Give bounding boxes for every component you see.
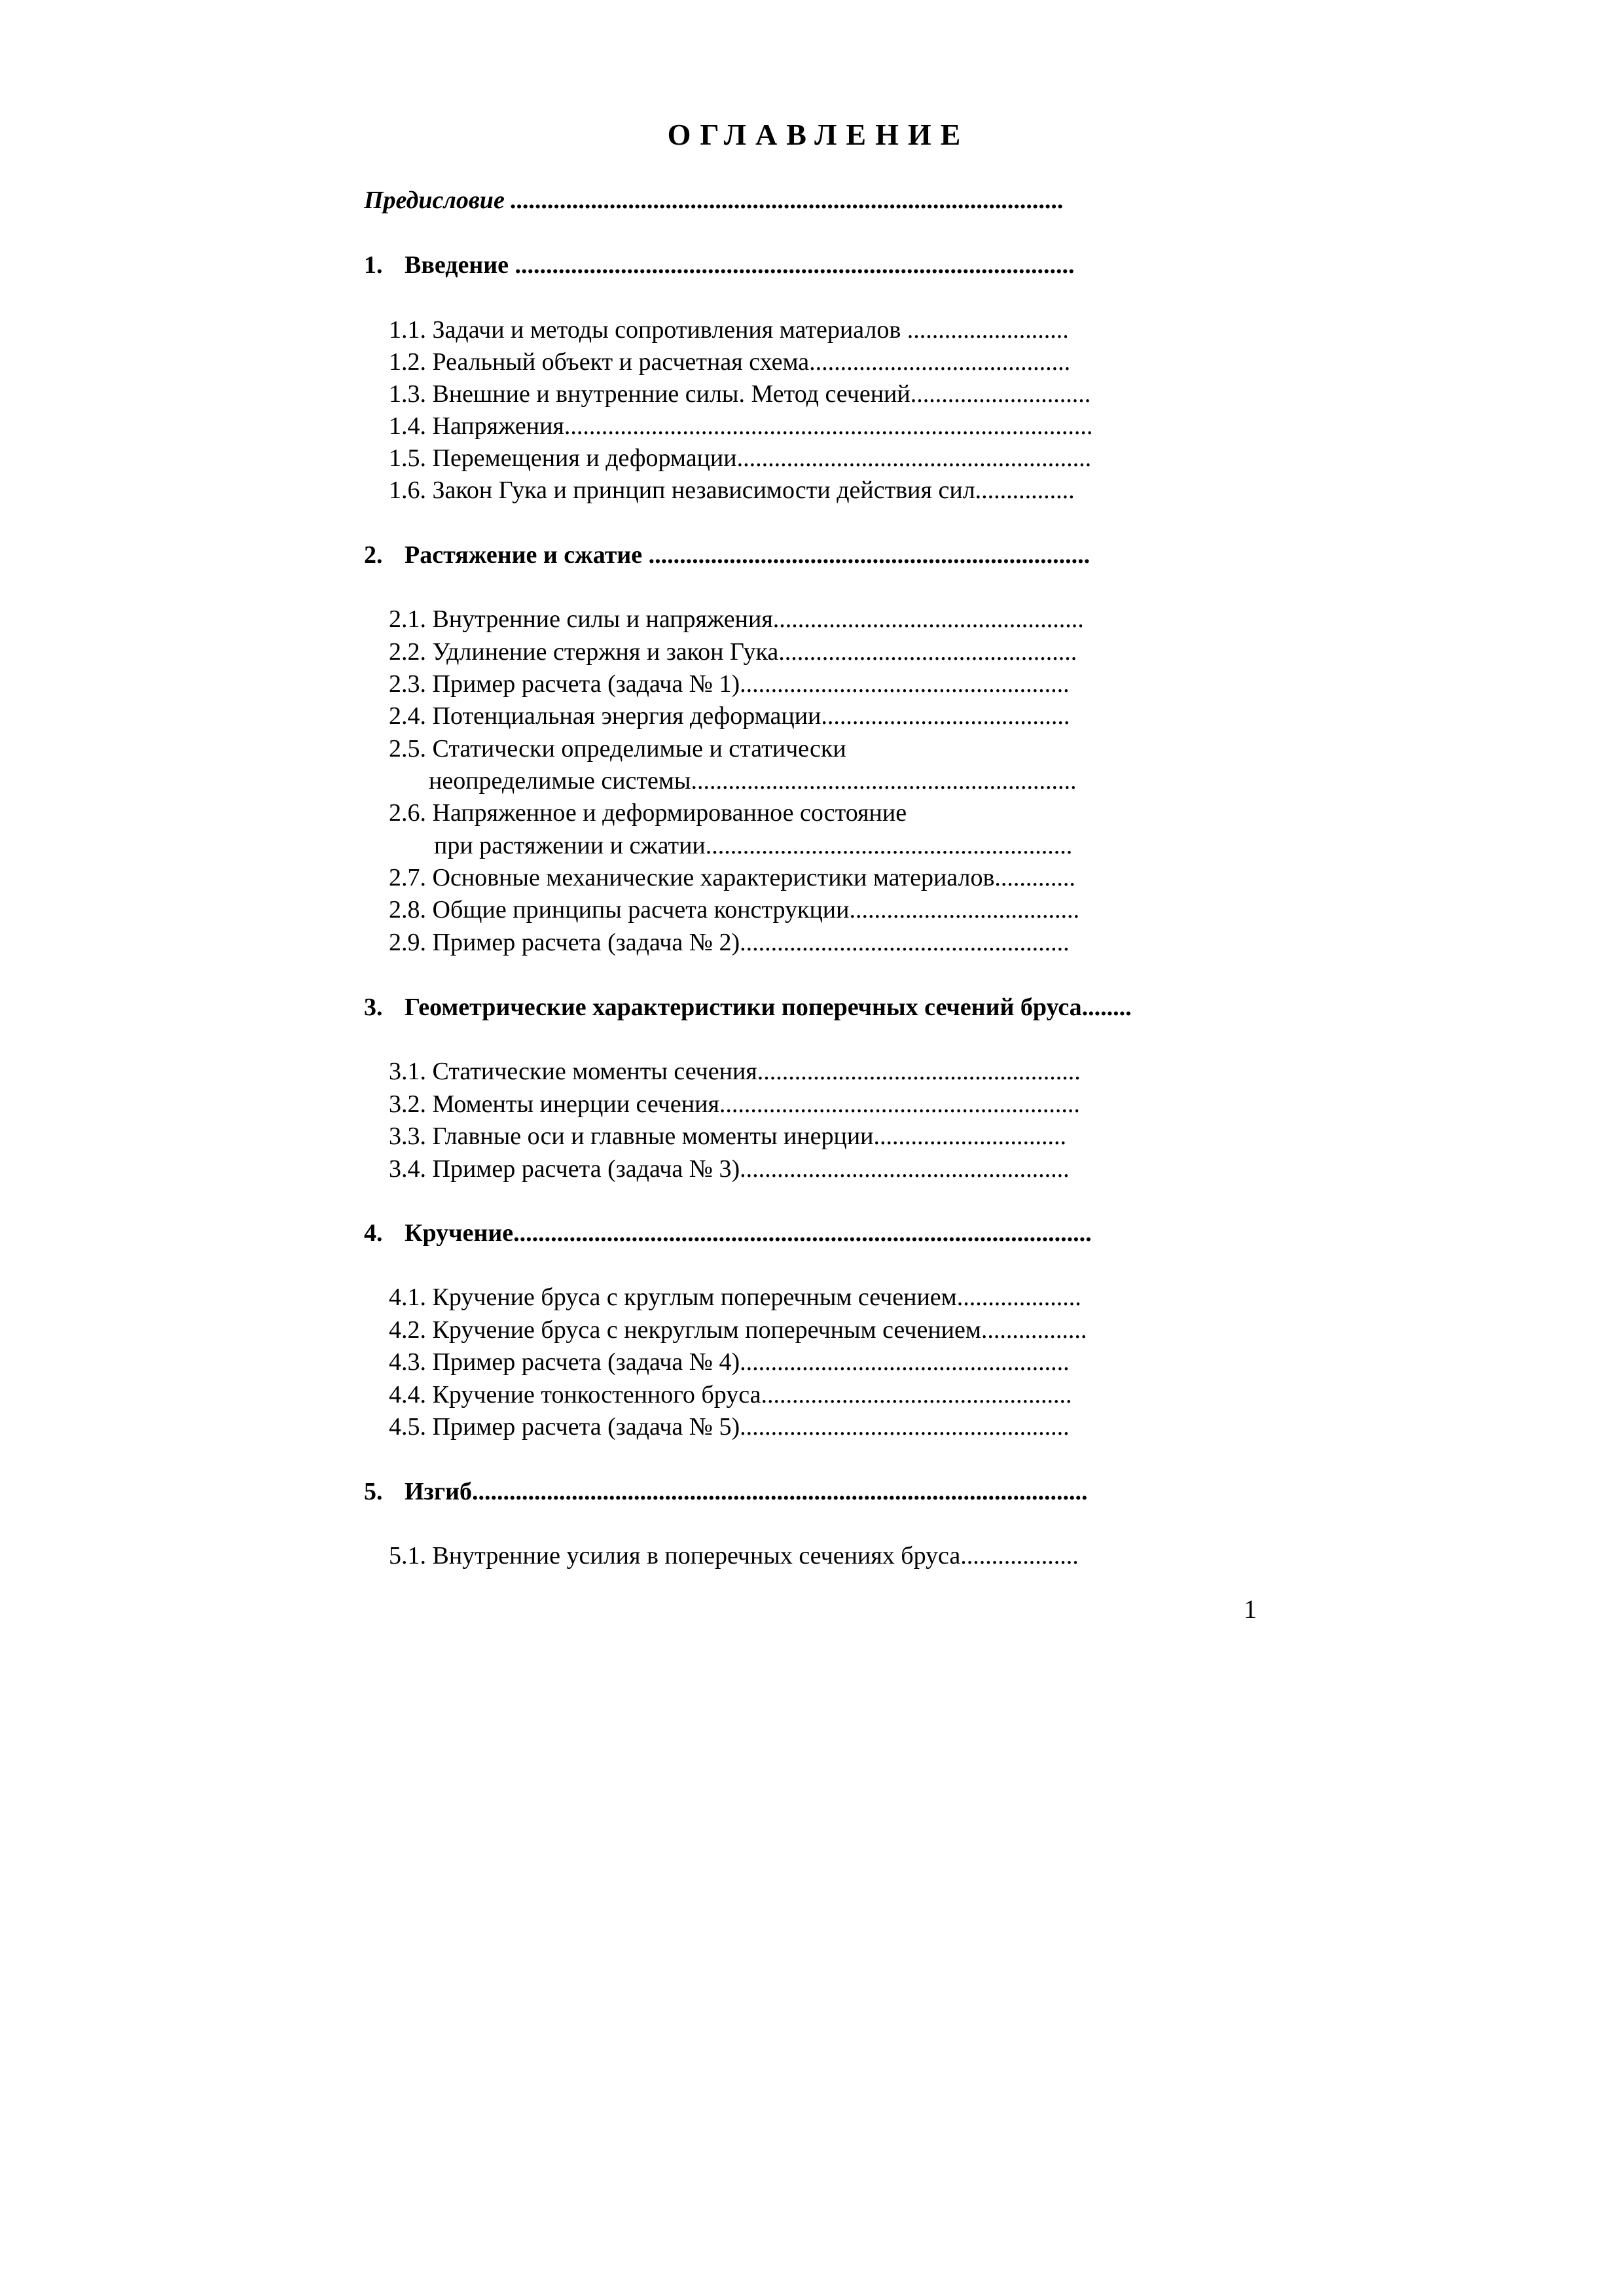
toc-entry[interactable]: 1.3. Внешние и внутренние силы. Метод сечений............................. <box>389 380 1091 408</box>
section-number: 1. <box>364 251 383 279</box>
page-number: 1 <box>1244 1594 1257 1624</box>
toc-entry[interactable]: 2.9. Пример расчета (задача № 2)..................................................... <box>389 929 1070 956</box>
toc-entry[interactable]: 1.2. Реальный объект и расчетная схема.......................................... <box>389 348 1071 376</box>
toc-entry[interactable]: 1.4. Напряжения..................................................................................... <box>389 412 1093 440</box>
section-title: Геометрические характеристики поперечных сечений бруса........ <box>405 994 1132 1021</box>
toc-section-2[interactable] <box>364 539 1172 571</box>
section-title: Введение .......................................................................................... <box>405 251 1075 279</box>
toc-entry[interactable]: 1.6. Закон Гука и принцип независимости действия сил................ <box>389 476 1075 504</box>
toc-entry[interactable]: 4.5. Пример расчета (задача № 5)..................................................... <box>389 1413 1070 1441</box>
toc-entry[interactable]: 2.7. Основные механические характеристики материалов............. <box>389 864 1075 891</box>
toc-entry[interactable]: 3.3. Главные оси и главные моменты инерции............................... <box>389 1122 1067 1150</box>
section-number: 5. <box>364 1478 383 1505</box>
toc-section-3[interactable] <box>364 992 1218 1023</box>
toc-entry[interactable]: 3.2. Моменты инерции сечения.......................................................... <box>389 1090 1080 1118</box>
toc-entry[interactable]: 2.2. Удлинение стержня и закон Гука................................................ <box>389 638 1077 666</box>
toc-entry[interactable]: 2.3. Пример расчета (задача № 1)..................................................... <box>389 670 1070 698</box>
toc-entry-continuation[interactable]: при растяжении и сжатии........................................................... <box>434 832 1073 859</box>
section-title: Растяжение и сжатие ....................................................................... <box>405 541 1091 569</box>
toc-entry[interactable]: 3.4. Пример расчета (задача № 3)..................................................... <box>389 1155 1070 1183</box>
toc-entry[interactable]: 2.8. Общие принципы расчета конструкции..................................... <box>389 896 1079 924</box>
toc-entry[interactable]: 4.1. Кручение бруса с круглым поперечным сечением.................... <box>389 1283 1081 1311</box>
toc-entry[interactable]: 4.3. Пример расчета (задача № 4)..................................................... <box>389 1348 1070 1376</box>
page-title: ОГЛАВЛЕНИЕ <box>667 118 970 151</box>
toc-preface[interactable]: Предисловие ......................................................................................... <box>364 187 1064 214</box>
toc-section-5[interactable] <box>364 1476 1168 1507</box>
toc-entry[interactable]: 4.2. Кручение бруса с некруглым поперечным сечением................. <box>389 1316 1087 1344</box>
toc-section-4[interactable] <box>364 1217 1169 1249</box>
section-number: 3. <box>364 994 383 1021</box>
toc-entry[interactable]: 2.4. Потенциальная энергия деформации........................................ <box>389 702 1070 730</box>
section-title: Изгиб................................................................................................... <box>405 1478 1088 1505</box>
toc-entry[interactable]: 1.5. Перемещения и деформации......................................................... <box>389 444 1092 472</box>
toc-entry[interactable]: 4.4. Кручение тонкостенного бруса.................................................. <box>389 1381 1072 1408</box>
section-number: 2. <box>364 541 383 569</box>
section-number: 4. <box>364 1219 383 1247</box>
toc-entry[interactable]: 3.1. Статические моменты сечения.................................................... <box>389 1058 1081 1085</box>
toc-entry[interactable]: 5.1. Внутренние усилия в поперечных сечениях бруса................... <box>389 1542 1079 1570</box>
toc-section-1[interactable] <box>364 249 1169 281</box>
section-title: Кручение............................................................................................. <box>405 1219 1092 1247</box>
toc-entry[interactable]: 2.6. Напряженное и деформированное состояние <box>389 799 907 827</box>
toc-entry[interactable]: 2.1. Внутренние силы и напряжения.................................................. <box>389 605 1084 633</box>
toc-entry-continuation[interactable]: неопределимые системы.............................................................. <box>429 767 1077 795</box>
toc-entry[interactable]: 1.1. Задачи и методы сопротивления материалов .......................... <box>389 316 1069 344</box>
toc-entry[interactable]: 2.5. Статически определимые и статически <box>389 735 846 762</box>
